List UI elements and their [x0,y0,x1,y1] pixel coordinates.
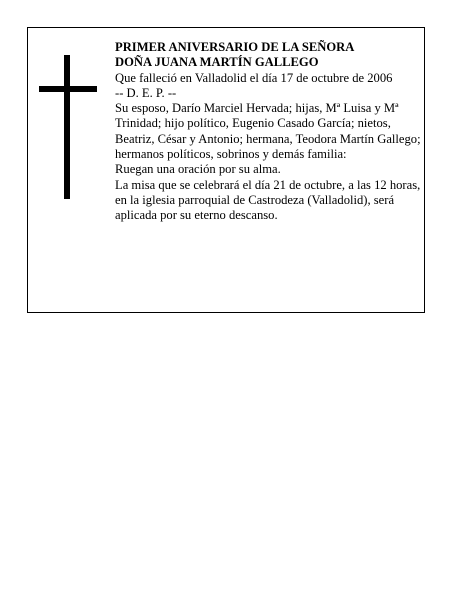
family-list: Su esposo, Darío Marciel Hervada; hijas, Mª Luisa y Mª Trinidad; hijo político, Eugenio Casado García; nietos, Beatriz, César y Antonio; hermana, Teodora Martín Gallego; hermanos políticos, sobrinos y demás familia: [115,101,421,162]
notice-text [115,40,421,224]
notice-title-line-2: DOÑA JUANA MARTÍN GALLEGO [115,55,319,70]
mass-info: La misa que se celebrará el día 21 de octubre, a las 12 horas, en la iglesia parroquial de Castrodeza (Valladolid), será aplicada por su eterno descanso. [115,177,421,223]
prayer-request: Ruegan una oración por su alma. [115,162,281,177]
cross-horizontal-bar [39,86,97,92]
notice-title-line-1: PRIMER ANIVERSARIO DE LA SEÑORA [115,40,355,54]
obituary-notice [27,27,425,313]
cross-vertical-bar [64,55,70,199]
rip-line: -- D. E. P. -- [115,85,177,100]
latin-cross-icon [39,55,97,199]
death-info: Que falleció en Valladolid el día 17 de octubre de 2006 [115,70,393,85]
